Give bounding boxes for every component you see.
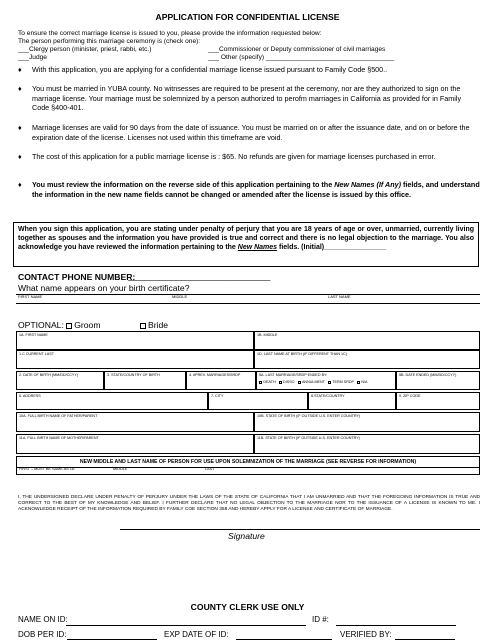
first-name-field[interactable]: 1A. FIRST NAME (16, 331, 254, 350)
date-ended-field[interactable]: 5B. DATE ENDED (MM/DD/CCYY) (396, 371, 480, 390)
birth-cert-question: What name appears on your birth certificate? (18, 283, 190, 293)
option-judge[interactable]: ___Judge (18, 54, 47, 61)
checkbox-annulment[interactable] (298, 381, 301, 384)
bullet-icon: ♦ (18, 152, 22, 161)
dob-per-id-label: DOB PER ID: (18, 630, 67, 639)
mother-birth-state-field[interactable]: 11B. STATE OF BIRTH (IF OUTSIDE U.S. ENTER COUNTRY) (254, 434, 480, 454)
current-last-field[interactable]: 1.C CURRENT LAST (16, 350, 254, 369)
bullet-icon: ♦ (18, 65, 22, 74)
form-title: APPLICATION FOR CONFIDENTIAL LICENSE (155, 12, 340, 22)
bullet-icon: ♦ (18, 180, 22, 189)
address-field[interactable]: 6. ADDRESS (16, 392, 208, 410)
checkbox-na[interactable] (357, 381, 360, 384)
checkbox-death[interactable] (259, 381, 262, 384)
prev-marriages-field[interactable]: 4. #PREV. MARRIAGES/SRDP (186, 371, 256, 390)
middle-name-field[interactable]: 1B. MIDDLE (254, 331, 480, 350)
checkbox-term-srdp[interactable] (328, 381, 331, 384)
initial-field[interactable]: fields. (Initial)________________ (277, 244, 387, 252)
new-name-header: NEW MIDDLE AND LAST NAME OF PERSON FOR USE UPON SOLEMNIZATION OF THE MARRIAGE (SEE REVERSE FOR INFORMATION) (79, 459, 417, 465)
state-country-field[interactable]: 8.STATE/COUNTRY (308, 392, 396, 410)
groom-checkbox[interactable] (66, 323, 72, 329)
new-name-section (16, 456, 480, 475)
birth-first-name-label: FIRST NAME (18, 294, 43, 299)
intro-line-1: To ensure the correct marriage license is issued to you, please provide the information requested below: (18, 30, 322, 37)
perjury-warning-box: When you sign this application, you are stating under penalty of perjury that you are 18 years of age or over, unmarried, currently living together as spouses and the information you have provided is true and correct and there is no legal objection to the marriage. You also acknowledge you have reviewed the information pertaining to the New Names fields. (Initial)________________ (13, 222, 479, 267)
birth-middle-label: MIDDLE (172, 294, 188, 299)
verified-by-label: VERIFIED BY: (340, 630, 392, 639)
clerk-heading: COUNTY CLERK USE ONLY (190, 602, 305, 612)
bullet-icon: ♦ (18, 123, 22, 132)
bride-option: Bride (140, 320, 168, 330)
name-on-id-label: NAME ON ID: (18, 615, 68, 624)
bullet-icon: ♦ (18, 84, 22, 93)
new-last-label: LAST (205, 467, 215, 471)
bullet-item: ♦ Marriage licenses are valid for 90 days from the date of issuance. You must be married on or after the issuance date, and on or before the expiration date of the license. Licenses not used within this timeframe are void. (18, 123, 470, 142)
name-on-id-line (66, 625, 306, 626)
intro-line-2: The person performing this marriage ceremony is (check one): (18, 38, 201, 45)
last-marriage-ended-by: 5A. LAST MARRIAGE/SRDP ENDED BY: DEATH DISSO ANNULMENT TERM SRDP N/A (256, 371, 396, 390)
signature-label: Signature (228, 531, 265, 541)
bullet-item: ♦ The cost of this application for a public marriage license is : $65. No refunds are given for marriage licenses purchased in error. (18, 152, 436, 161)
bride-checkbox[interactable] (140, 323, 146, 329)
bullet-item: ♦ You must be married in YUBA county. No witnsesses are required to be present at the ceremony, nor are they authorized to sign on the marriage license. Your marriage must be solemnized by a person authorized to perofm marriages in California as provided for in Family Code §400-401. (18, 84, 462, 113)
exp-date-label: EXP DATE OF ID: (164, 630, 229, 639)
mother-name-field[interactable]: 11A. FULL BIRTH NAME OF MOTHER/PARENT (16, 434, 254, 454)
last-at-birth-field[interactable]: 1D. LAST NAME AT BIRTH (IF DIFFERENT THAN 1C) (254, 350, 480, 369)
bullet-item: ♦ You must review the information on the reverse side of this application pertaining to the New Names (If Any) fields, and understand the information in the new name fields cannot be changed or amended after the license is issued by this office. (18, 180, 480, 199)
dob-field[interactable]: 2. DATE OF BIRTH (MM/DD/CCYY) (16, 371, 104, 390)
birth-last-name-label: LAST NAME (328, 294, 351, 299)
checkbox-disso[interactable] (279, 381, 282, 384)
contact-phone-label: CONTACT PHONE NUMBER: (18, 272, 136, 282)
option-commissioner[interactable]: ___Commissioner or Deputy commissioner of civil marriages (208, 46, 386, 53)
father-name-field[interactable]: 10A. FULL BIRTH NAME OF FATHER/PARENT (16, 412, 254, 432)
state-of-birth-field[interactable]: 3. STATE/COUNTRY OF BIRTH (104, 371, 186, 390)
father-birth-state-field[interactable]: 10B. STATE OF BIRTH (IF OUTSIDE U.S. ENTER COUNTRY) (254, 412, 480, 432)
new-first-label: FIRST – MUST BE SAME AS 1A (19, 467, 75, 471)
bullet-item: ♦ With this application, you are applying for a confidential marriage license issued pursuant to Family Code §500.. (18, 65, 388, 74)
contact-phone-field[interactable]: ________________________________ (128, 272, 271, 281)
declaration-text: I, THE UNDERSIGNED DECLARE UNDER PENALTY OF PERJURY UNDER THE LAWS OF THE STATE OF CALIFORNIA THAT I AM UNMARRIED AND THAT THE FOREGOING INFORMATION IS TRUE AND CORRECT TO THE BEST OF MY KNOWLEDGE AND BELIEF. I FURTHER DECLARE THAT NO LEGAL OBJECTION TO THE MARRIAGE NOR TO THE ISSUANCE OF A LICENSE IS KNOWN TO ME. I ACKNOWLEDGE RECEIPT OF THE INFORMATION REQUIRED BY FAMILY COE SECTION 358 AND HEREBY APPLY FOR A LICENSE AND CERTIFICATE OF MARRIAGE. (18, 495, 480, 513)
option-other[interactable]: ___ Other (specify) ___________________________________ (208, 54, 395, 61)
new-middle-label: MIDDLE (113, 467, 128, 471)
id-number-label: ID #: (312, 615, 329, 624)
city-field[interactable]: 7. CITY (208, 392, 308, 410)
optional-row: OPTIONAL: Groom (18, 320, 101, 330)
option-clergy[interactable]: ___Clergy person (minister, priest, rabbi, etc.) (18, 46, 152, 53)
zip-code-field[interactable]: 9. ZIP CODE (396, 392, 480, 410)
signature-field[interactable] (120, 516, 480, 529)
id-number-line (336, 625, 456, 626)
